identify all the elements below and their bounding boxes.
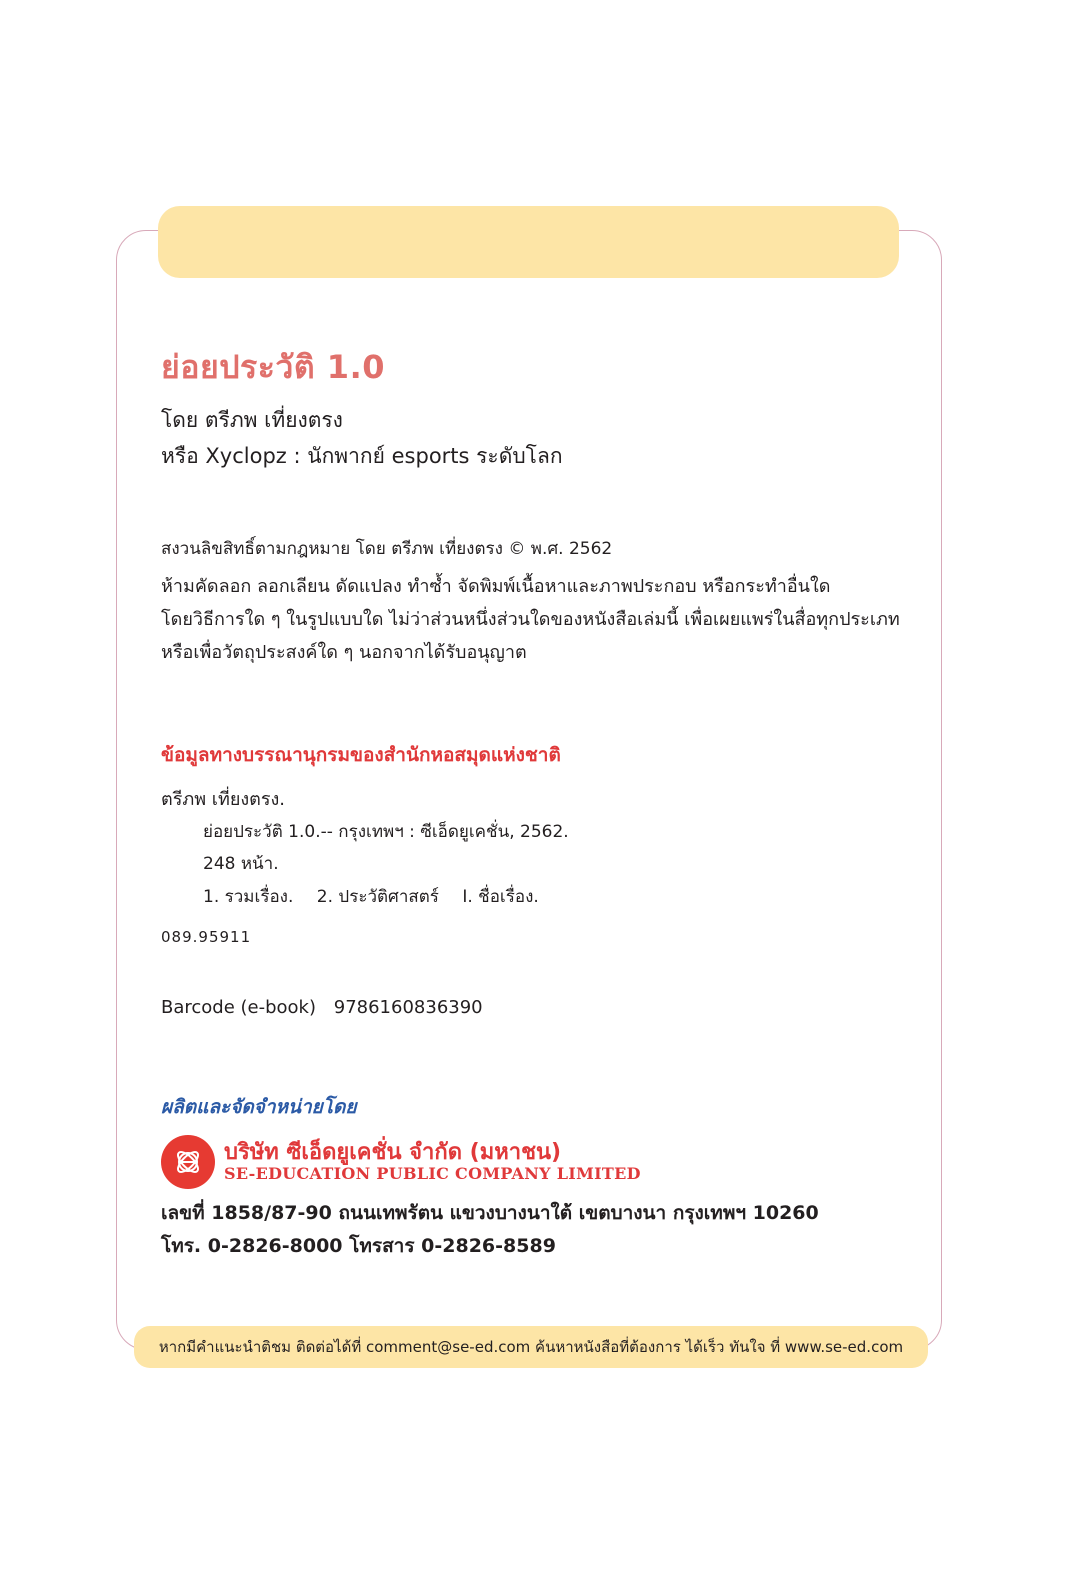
copyright-notice: สงวนลิขสิทธิ์ตามกฎหมาย โดย ตรีภพ เที่ยงตรง © พ.ศ. 2562 (161, 539, 613, 559)
footer-band (134, 1326, 928, 1368)
footer-text: หากมีคำแนะนำติชม ติดต่อได้ที่ comment@se-ed.com ค้นหาหนังสือที่ต้องการ ได้เร็ว ทันใจ ที่ www.se-ed.com (158, 1338, 904, 1356)
copyright-body-line: ห้ามคัดลอก ลอกเลียน ดัดแปลง ทำซ้ำ จัดพิมพ์เนื้อหาและภาพประกอบ หรือกระทำอื่นใด (161, 576, 831, 597)
barcode-line (161, 997, 483, 1018)
copyright-body-line: หรือเพื่อวัตถุประสงค์ใด ๆ นอกจากได้รับอนุญาต (161, 642, 527, 663)
publisher-heading: ผลิตและจัดจำหน่ายโดย (161, 1096, 357, 1118)
class-number: 089.95911 (161, 928, 252, 946)
copyright-body (161, 570, 951, 669)
author-line: โดย ตรีภพ เที่ยงตรง (161, 408, 343, 432)
cataloging-heading: ข้อมูลทางบรรณานุกรมของสำนักหอสมุดแห่งชาติ (161, 744, 561, 766)
header-band (158, 206, 899, 278)
alias-line: หรือ Xyclopz : นักพากย์ esports ระดับโลก (161, 444, 563, 468)
barcode-label: Barcode (e-book) (161, 997, 317, 1018)
subject-item: 1. รวมเรื่อง. (203, 887, 294, 907)
cataloging-title-line: ย่อยประวัติ 1.0.-- กรุงเทพฯ : ซีเอ็ดยูเคชั่น, 2562. (203, 822, 569, 842)
company-name-english: SE-EDUCATION PUBLIC COMPANY LIMITED (224, 1164, 641, 1183)
barcode-number: 9786160836390 (333, 997, 483, 1018)
subject-item: I. ชื่อเรื่อง. (462, 887, 539, 907)
book-title: ย่อยประวัติ 1.0 (161, 348, 385, 386)
publisher-phone: โทร. 0-2826-8000 โทรสาร 0-2826-8589 (161, 1235, 556, 1257)
cataloging-entry: ตรีภพ เที่ยงตรง. (161, 789, 286, 810)
publisher-address: เลขที่ 1858/87-90 ถนนเทพรัตน แขวงบางนาใต้ เขตบางนา กรุงเทพฯ 10260 (161, 1202, 819, 1224)
cataloging-subjects (203, 883, 557, 910)
subject-item: 2. ประวัติศาสตร์ (316, 887, 439, 907)
company-name-thai: บริษัท ซีเอ็ดยูเคชั่น จำกัด (มหาชน) (224, 1140, 562, 1165)
cataloging-pages: 248 หน้า. (203, 854, 279, 874)
copyright-body-line: โดยวิธีการใด ๆ ในรูปแบบใด ไม่ว่าส่วนหนึ่งส่วนใดของหนังสือเล่มนี้ เพื่อเผยแพร่ในสื่อทุกประเภท (161, 609, 900, 630)
se-ed-logo-icon (161, 1135, 215, 1189)
